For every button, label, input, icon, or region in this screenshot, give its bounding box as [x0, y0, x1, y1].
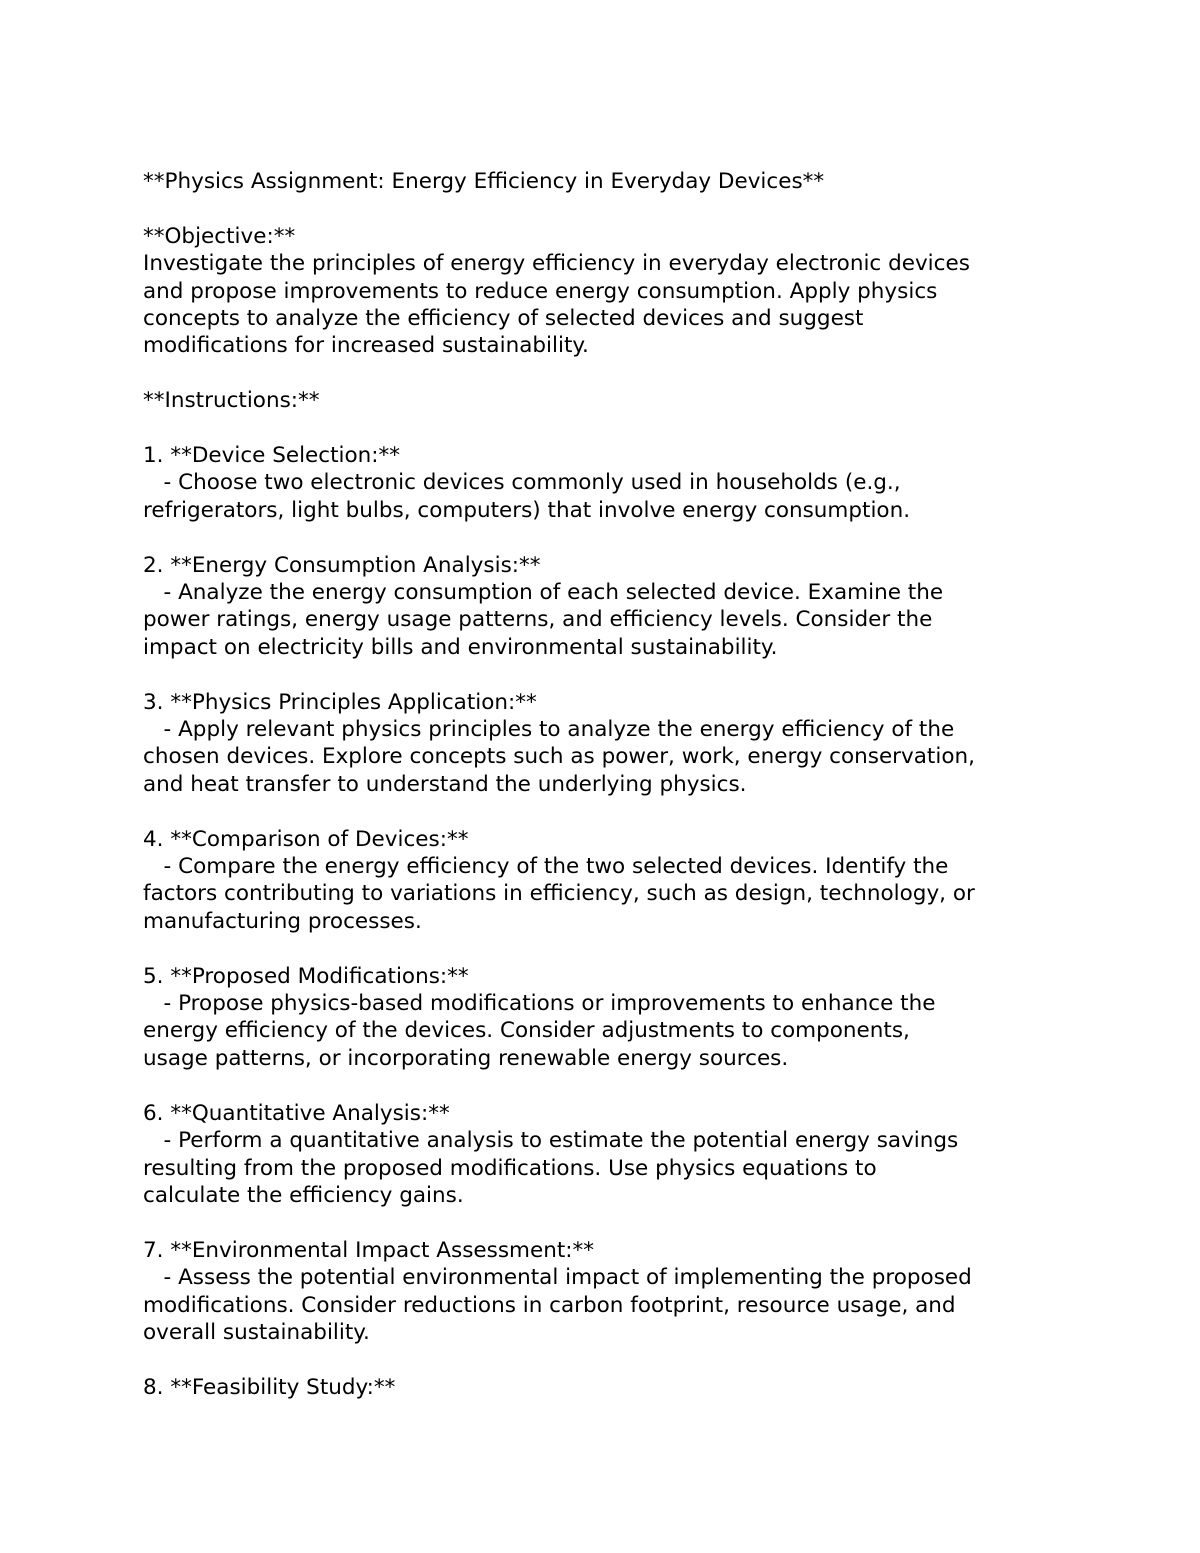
step-heading-environmental-impact-assessment: 7. **Environmental Impact Assessment:** — [143, 1237, 595, 1263]
step-line: overall sustainability. — [143, 1319, 370, 1345]
step-line: resulting from the proposed modifications. Use physics equations to — [143, 1155, 877, 1181]
step-line: - Apply relevant physics principles to analyze the energy efficiency of the — [143, 717, 955, 743]
spacer — [143, 935, 1083, 962]
step-line: refrigerators, light bulbs, computers) that involve energy consumption. — [143, 497, 911, 523]
spacer — [143, 415, 1083, 442]
spacer — [143, 195, 1083, 222]
objective-line: Investigate the principles of energy efficiency in everyday electronic devices — [143, 251, 970, 277]
step-heading-device-selection: 1. **Device Selection:** — [143, 443, 401, 469]
step-line: - Assess the potential environmental impact of implementing the proposed — [143, 1265, 972, 1291]
spacer — [143, 661, 1083, 688]
step-line: chosen devices. Explore concepts such as power, work, energy conservation, — [143, 744, 975, 770]
step-line: and heat transfer to understand the underlying physics. — [143, 771, 747, 797]
step-line: factors contributing to variations in efficiency, such as design, technology, or — [143, 881, 975, 907]
step-line: - Compare the energy efficiency of the two selected devices. Identify the — [143, 854, 949, 880]
step-heading-energy-consumption-analysis: 2. **Energy Consumption Analysis:** — [143, 552, 541, 578]
objective-line: modifications for increased sustainability. — [143, 333, 589, 359]
step-line: impact on electricity bills and environmental sustainability. — [143, 634, 778, 660]
objective-line: concepts to analyze the efficiency of selected devices and suggest — [143, 306, 864, 332]
objective-line: and propose improvements to reduce energy consumption. Apply physics — [143, 278, 938, 304]
document-body — [143, 168, 1083, 1401]
step-line: calculate the efficiency gains. — [143, 1182, 464, 1208]
spacer — [143, 1072, 1083, 1099]
step-heading-quantitative-analysis: 6. **Quantitative Analysis:** — [143, 1100, 450, 1126]
spacer — [143, 1346, 1083, 1373]
document-title: **Physics Assignment: Energy Efficiency in Everyday Devices** — [143, 169, 825, 194]
step-line: manufacturing processes. — [143, 908, 422, 934]
step-heading-proposed-modifications: 5. **Proposed Modifications:** — [143, 963, 469, 989]
spacer — [143, 1209, 1083, 1236]
step-line: - Perform a quantitative analysis to estimate the potential energy savings — [143, 1128, 959, 1154]
step-line: - Analyze the energy consumption of each selected device. Examine the — [143, 580, 944, 606]
spacer — [143, 524, 1083, 551]
spacer — [143, 798, 1083, 825]
step-heading-comparison-of-devices: 4. **Comparison of Devices:** — [143, 826, 469, 852]
step-heading-physics-principles-application: 3. **Physics Principles Application:** — [143, 689, 537, 715]
step-line: power ratings, energy usage patterns, and efficiency levels. Consider the — [143, 607, 933, 633]
objective-heading: **Objective:** — [143, 223, 296, 249]
step-line: - Propose physics-based modifications or improvements to enhance the — [143, 991, 936, 1017]
step-line: energy efficiency of the devices. Consider adjustments to components, — [143, 1018, 910, 1044]
instructions-heading: **Instructions:** — [143, 388, 320, 414]
step-line: modifications. Consider reductions in carbon footprint, resource usage, and — [143, 1292, 956, 1318]
step-line: usage patterns, or incorporating renewable energy sources. — [143, 1045, 789, 1071]
step-line: - Choose two electronic devices commonly used in households (e.g., — [143, 470, 901, 496]
step-heading-feasibility-study: 8. **Feasibility Study:** — [143, 1374, 396, 1400]
spacer — [143, 360, 1083, 387]
